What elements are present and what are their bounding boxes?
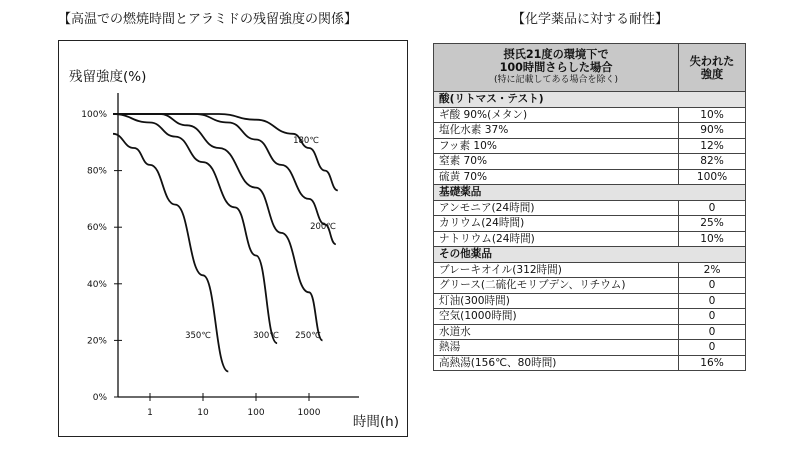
chart-title: 【高温での燃焼時間とアラミドの残留強度の関係】 [58, 12, 358, 27]
series-line-4 [113, 134, 228, 372]
table-section-row [434, 92, 746, 108]
y-tick-label: 80% [86, 166, 107, 177]
chemical-name: ギ酸 90%(メタン) [434, 107, 679, 123]
lost-strength-value: 100% [679, 169, 746, 185]
lost-strength-value: 10% [679, 231, 746, 247]
chemical-name: 熱湯 [434, 340, 679, 356]
table-section-row [434, 185, 746, 201]
table-row [434, 154, 746, 170]
chemical-resistance-table [433, 43, 746, 371]
chemical-name: 高熱湯(156℃、80時間) [434, 355, 679, 371]
y-tick-label: 0% [92, 393, 107, 403]
table-section-row [434, 247, 746, 263]
lost-strength-value: 0 [679, 200, 746, 216]
chemical-name: 空気(1000時間) [434, 309, 679, 325]
header-line-1: 摂氏21度の環境下で [503, 48, 609, 61]
condition-header [434, 44, 679, 92]
lost-strength-value: 0 [679, 293, 746, 309]
chemical-name: ブレーキオイル(312時間) [434, 262, 679, 278]
series-label: 300℃ [253, 331, 279, 341]
table-row [434, 278, 746, 294]
y-tick-label: 100% [81, 110, 107, 120]
chemical-name: 水道水 [434, 324, 679, 340]
chemical-name: フッ素 10% [434, 138, 679, 154]
lost-strength-value: 0 [679, 309, 746, 325]
table-body [434, 92, 746, 371]
x-tick-label: 100 [247, 408, 265, 418]
lost-strength-header [679, 44, 746, 92]
table-row [434, 123, 746, 139]
chemical-name: 塩化水素 37% [434, 123, 679, 139]
x-axis-label: 時間(h) [352, 414, 399, 430]
y-tick-label: 60% [86, 223, 107, 234]
chemical-name: アンモニア(24時間) [434, 200, 679, 216]
section-name: 基礎薬品 [434, 185, 746, 201]
table-header-row [434, 44, 746, 92]
table-row [434, 107, 746, 123]
section-name: その他薬品 [434, 247, 746, 263]
table-row [434, 169, 746, 185]
y-axis-label: 残留強度(%) [69, 69, 147, 85]
table-row [434, 216, 746, 232]
lost-strength-value: 10% [679, 107, 746, 123]
table-row [434, 200, 746, 216]
line-chart [59, 41, 409, 438]
series-line-1 [113, 114, 336, 244]
table-row [434, 262, 746, 278]
table-title: 【化学薬品に対する耐性】 [512, 12, 669, 27]
table-row [434, 231, 746, 247]
section-name: 酸(リトマス・テスト) [434, 92, 746, 108]
table-row [434, 309, 746, 325]
header-note: (特に記載してある場合を除く) [493, 75, 619, 85]
chemical-name: 硫黄 70% [434, 169, 679, 185]
lost-strength-value: 12% [679, 138, 746, 154]
lost-strength-value: 2% [679, 262, 746, 278]
series-label: 180℃ [293, 136, 319, 146]
table-row [434, 340, 746, 356]
table-row [434, 293, 746, 309]
lost-strength-value: 82% [679, 154, 746, 170]
chemical-name: グリース(二硫化モリブデン、リチウム) [434, 278, 679, 294]
chemical-name: 窒素 70% [434, 154, 679, 170]
chemical-name: ナトリウム(24時間) [434, 231, 679, 247]
table-row [434, 138, 746, 154]
lost-strength-value: 0 [679, 340, 746, 356]
series-label: 250℃ [295, 331, 321, 341]
header-line-2: 100時間さらした場合 [499, 61, 613, 74]
y-tick-label: 40% [86, 279, 107, 290]
lost-strength-value: 16% [679, 355, 746, 371]
lost-strength-value: 0 [679, 278, 746, 294]
chemical-name: カリウム(24時間) [434, 216, 679, 232]
series-label: 200℃ [310, 222, 336, 232]
lost-strength-value: 25% [679, 216, 746, 232]
series-line-2 [113, 114, 323, 340]
table-row [434, 355, 746, 371]
series-line-0 [113, 114, 338, 190]
x-tick-label: 1 [147, 408, 153, 418]
value-header-line-2: 強度 [700, 67, 724, 81]
table-row [434, 324, 746, 340]
series-label: 350℃ [185, 331, 211, 341]
y-tick-label: 20% [86, 336, 107, 347]
chemical-name: 灯油(300時間) [434, 293, 679, 309]
x-tick-label: 10 [197, 408, 209, 418]
lost-strength-value: 90% [679, 123, 746, 139]
chart-panel [58, 40, 408, 437]
x-tick-label: 1000 [297, 408, 321, 418]
lost-strength-value: 0 [679, 324, 746, 340]
value-header-line-1: 失われた [689, 54, 735, 68]
